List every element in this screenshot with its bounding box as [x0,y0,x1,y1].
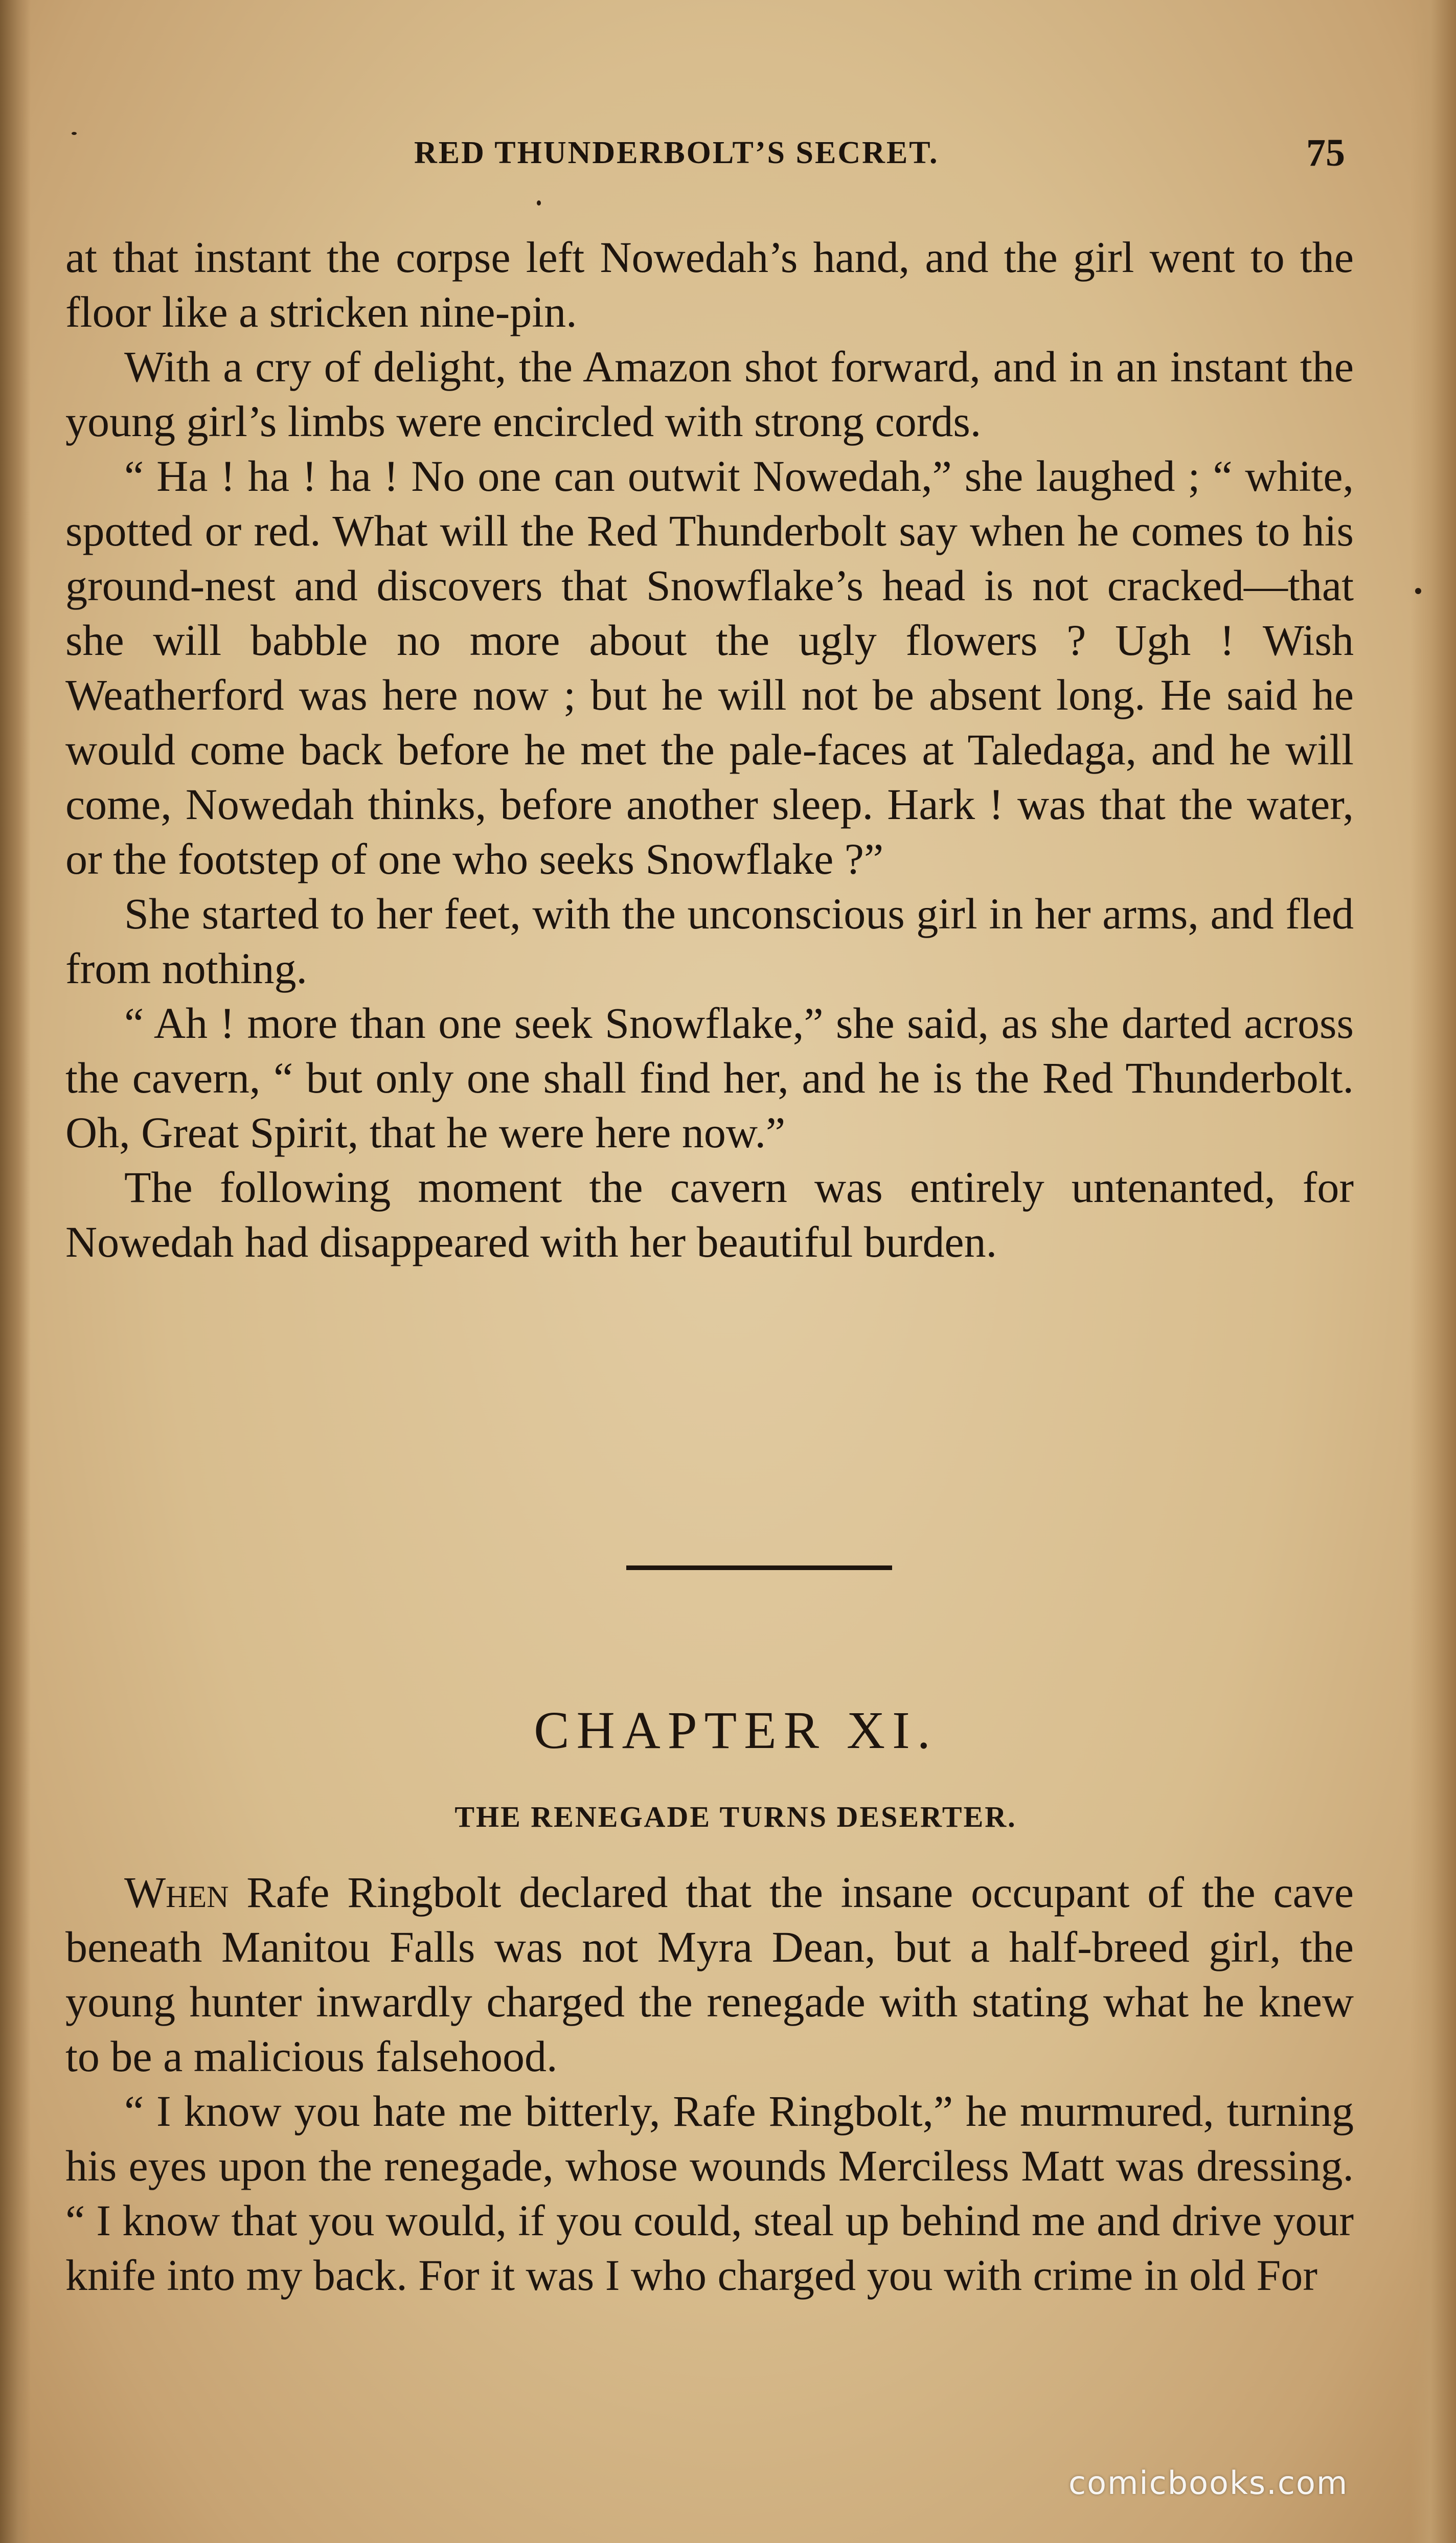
top-text-block [65,230,1354,1269]
section-divider-rule [626,1565,892,1570]
bottom-text-block [65,1865,1354,2303]
watermark-logo: comicbooks.com [1068,2464,1349,2502]
ink-speck [72,132,77,135]
opening-paragraph-text: Rafe Ringbolt declared that the insane occupant of the cave beneath Manitou Falls was not Myra Dean, but a half-breed girl, the young hunter inwardly charged the renegade with stating what he knew to be a malicious falsehood. [65,1868,1354,2081]
paragraph: With a cry of delight, the Amazon shot forward, and in an instant the young girl’s limbs were encircled with strong cords. [65,342,1354,446]
paragraph-continuation: at that instant the corpse left Nowedah’s hand, and the girl went to the floor like a stricken nine-pin. [65,233,1354,336]
opening-word: When [124,1868,229,1917]
paragraph: “ Ha ! ha ! ha ! No one can outwit Nowedah,” she laughed ; “ white, spotted or red. What will the Red Thunderbolt say when he comes to his ground-nest and discovers that Snowflake’s head is not cracked—that she will babble no more about the ugly flowers ? Ugh ! Wish Weatherford was here now ; but he will not be absent long. He said he would come back before he met the pale-faces at Taledaga, and he will come, Nowedah thinks, before another sleep. Hark ! was that the water, or the footstep of one who seeks Snowflake ?” [65,451,1354,883]
ink-speck [537,200,541,206]
paragraph: “ I know you hate me bitterly, Rafe Ringbolt,” he murmured, turning his eyes upon the renegade, whose wounds Merciless Matt was dressing. “ I know that you would, if you could, steal up behind me and drive your knife into my back. For it was I who charged you with crime in old For [65,2086,1354,2300]
paragraph: “ Ah ! more than one seek Snowflake,” she said, as she darted across the cavern, “ but only one shall find her, and he is the Red Thunderbolt. Oh, Great Spirit, that he were here now.” [65,998,1354,1157]
page-right-edge [1410,0,1456,2543]
chapter-subtitle: THE RENEGADE TURNS DESERTER. [454,1800,1017,1833]
ink-speck [1415,588,1421,594]
page-left-edge [0,0,31,2543]
paragraph: The following moment the cavern was entirely untenanted, for Nowedah had disappeared with her beautiful burden. [65,1163,1354,1266]
paragraph: She started to her feet, with the unconscious girl in her arms, and fled from nothing. [65,889,1354,993]
chapter-opening-paragraph [65,1865,1354,2084]
running-title: RED THUNDERBOLT’S SECRET. [414,135,939,170]
chapter-heading: CHAPTER XI. [534,1701,938,1760]
page-number: 75 [1306,131,1345,174]
running-header [0,128,1456,184]
